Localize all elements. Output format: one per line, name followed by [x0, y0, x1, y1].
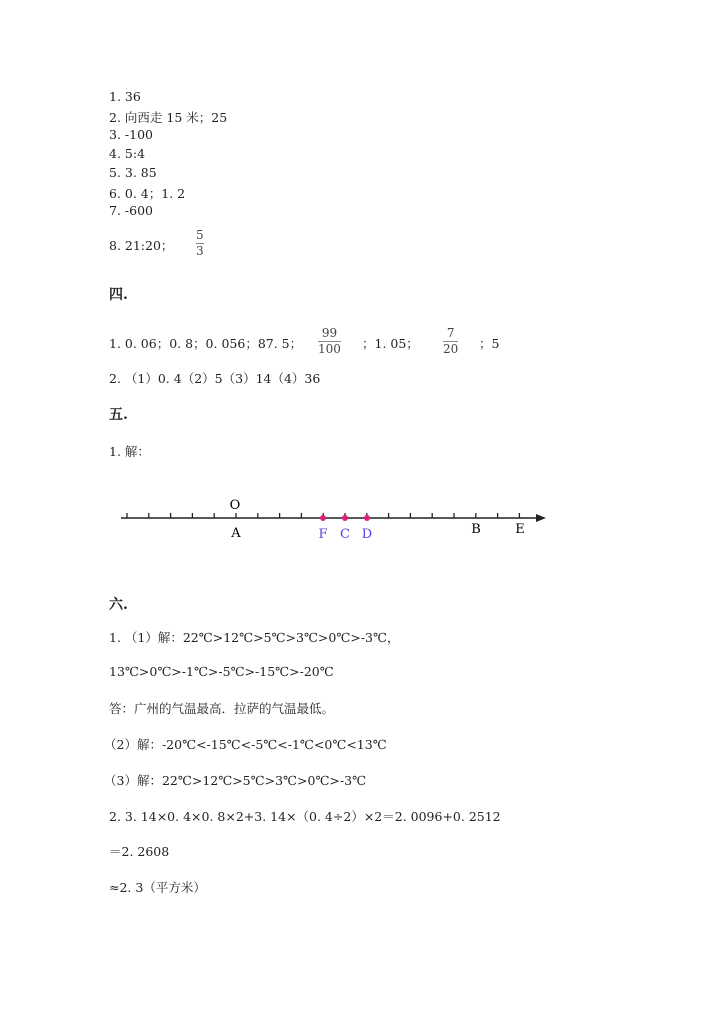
label-O: O: [229, 498, 241, 513]
section-heading: 四.: [109, 287, 128, 303]
answer-line: 6. 0. 4；1. 2: [109, 186, 186, 201]
numerator: 99: [321, 326, 338, 340]
section-heading: 六.: [109, 597, 128, 613]
denominator: 3: [196, 244, 204, 258]
answer-line: 1. 36: [109, 89, 141, 104]
answer-line: 答：广州的气温最高．拉萨的气温最低。: [109, 701, 335, 716]
answer-line: 1. 0. 06；0. 8；0. 056；87. 5；: [109, 336, 303, 351]
answer-line: 3. -100: [109, 127, 153, 142]
label-E: E: [515, 522, 525, 537]
point-D: [364, 515, 370, 521]
point-C: [342, 515, 348, 521]
section-heading: 五.: [109, 407, 128, 423]
numerator: 5: [196, 228, 204, 242]
fraction: [318, 327, 341, 356]
number-line-axis: [121, 513, 546, 522]
arrow-head-icon: [536, 514, 546, 522]
answer-line: ；1. 05；: [362, 336, 419, 351]
answer-line: （3）解：22℃>12℃>5℃>3℃>0℃>-3℃: [104, 773, 367, 788]
point-F: [320, 515, 326, 521]
answer-line: 1. （1）解：22℃>12℃>5℃>3℃>0℃>-3℃，: [109, 630, 400, 645]
answer-line: ＝2. 2608: [109, 844, 170, 859]
answer-line: 2. （1）0. 4（2）5（3）14（4）36: [109, 371, 321, 386]
numerator: 7: [446, 326, 455, 340]
answer-line: 2. 向西走 15 米；25: [109, 110, 228, 125]
number-line: [0, 490, 720, 550]
label-B: B: [471, 522, 481, 537]
answer-line: ≈2. 3（平方米）: [109, 880, 206, 895]
fraction: [443, 327, 458, 356]
answer-line: 4. 5:4: [109, 146, 146, 161]
label-D: D: [361, 527, 373, 542]
answer-line: ；5: [479, 336, 500, 351]
answer-line: 1. 解：: [109, 444, 150, 459]
denominator: 20: [443, 342, 459, 356]
fraction: [196, 229, 204, 258]
answer-line: （2）解：-20℃<-15℃<-5℃<-1℃<0℃<13℃: [104, 737, 387, 752]
answer-line: 13℃>0℃>-1℃>-5℃>-15℃>-20℃: [109, 664, 334, 679]
answer-line: 7. -600: [109, 203, 153, 218]
answer-line: 2. 3. 14×0. 4×0. 8×2+3. 14×（0. 4÷2）×2＝2. 0096+0. 2512: [109, 809, 501, 824]
answer-line: 8. 21:20；: [109, 238, 174, 253]
answer-line: 5. 3. 85: [109, 165, 157, 180]
denominator: 100: [318, 342, 341, 356]
label-F: F: [318, 527, 328, 542]
label-C: C: [340, 527, 350, 542]
label-A: A: [231, 526, 241, 541]
